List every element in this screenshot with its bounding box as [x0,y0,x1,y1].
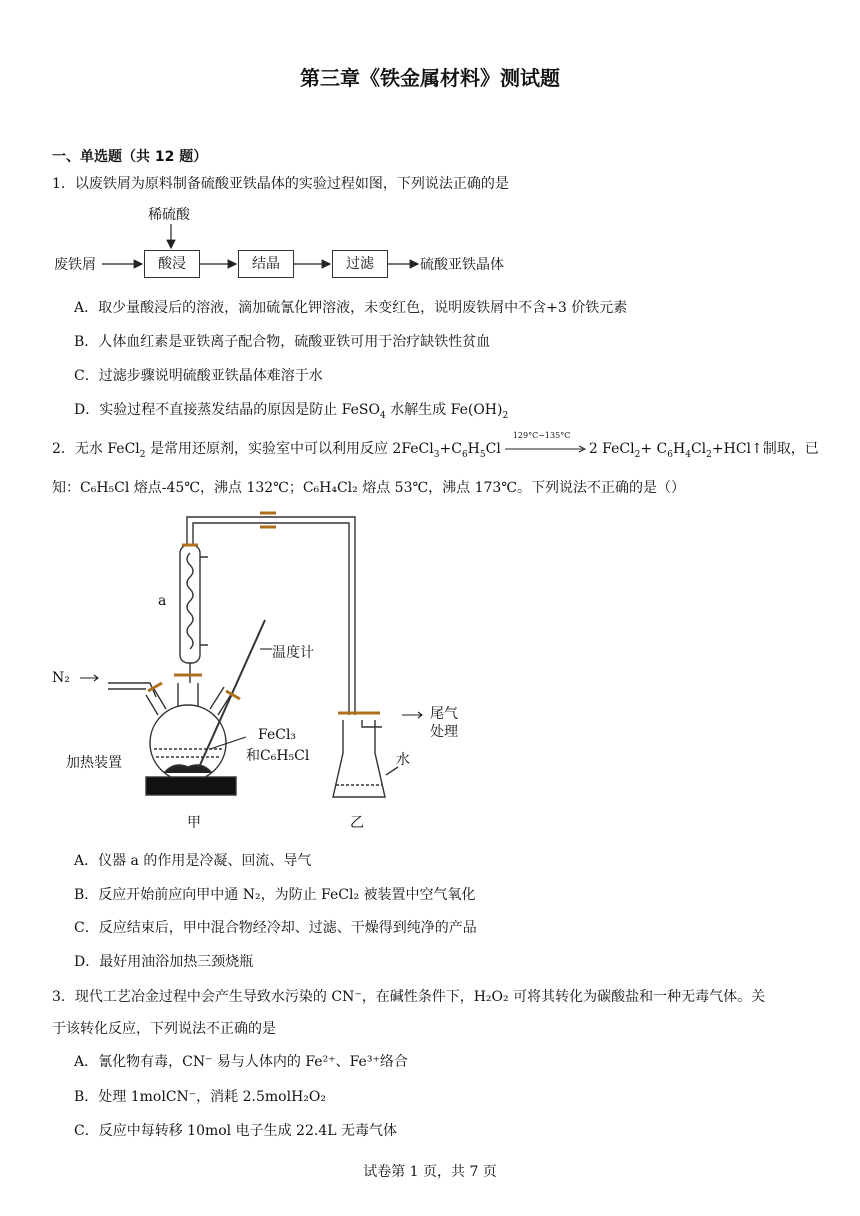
q3-option-b: B．处理 1molCN⁻，消耗 2.5molH₂O₂ [74,1089,326,1105]
q3-stem-line1: 3．现代工艺冶金过程中会产生导致水污染的 CN⁻，在碱性条件下，H₂O₂ 可将其转化为碳酸盐和一种无毒气体。关 [52,989,766,1005]
section-heading: 一、单选题（共 12 题） [52,149,208,165]
flow-arrows [52,200,532,280]
q3-option-a: A．氰化物有毒，CN⁻ 易与人体内的 Fe²⁺、Fe³⁺络合 [74,1054,408,1070]
q1-option-a: A．取少量酸浸后的溶液，滴加硫氰化钾溶液，未变红色，说明废铁屑中不含+3 价铁元素 [74,300,628,316]
label-c6h5cl: 和C₆H₅Cl [246,748,310,764]
flow-step-1: 酸浸 [144,250,200,278]
q1-option-d: D．实验过程不直接蒸发结晶的原因是防止 FeSO$_4$ 水解生成 $Fe(OH)_2$ [74,402,509,421]
apparatus-drawing [50,505,470,835]
q3-option-c: C．反应中每转移 10mol 电子生成 22.4L 无毒气体 [74,1123,397,1139]
flow-end: 硫酸亚铁晶体 [420,257,504,273]
flow-reagent: 稀硫酸 [148,207,190,223]
label-fecl3: FeCl₃ [258,727,297,743]
label-jia: 甲 [187,815,201,831]
flow-step-3: 过滤 [332,250,388,278]
label-heater: 加热装置 [66,755,122,771]
q2-option-d: D．最好用油浴加热三颈烧瓶 [74,954,254,970]
q1-option-b: B．人体血红素是亚铁离子配合物，硫酸亚铁可用于治疗缺铁性贫血 [74,334,491,350]
flow-start: 废铁屑 [54,257,96,273]
reaction-arrow: 129°C~135°C [503,439,587,453]
q1-option-c: C．过滤步骤说明硫酸亚铁晶体难溶于水 [74,368,323,384]
label-tail-gas-1: 尾气 [430,706,458,722]
q1-flow-diagram [52,200,532,280]
q2-apparatus-diagram [50,505,470,835]
label-a: a [158,593,167,609]
flow-step-2: 结晶 [238,250,294,278]
label-water: 水 [396,752,410,768]
page-title: 第三章《铁金属材料》测试题 [300,66,560,90]
q2-option-a: A．仪器 a 的作用是冷凝、回流、导气 [74,853,312,869]
q2-stem-line1: 2．无水 FeCl$_2$ 是常用还原剂，实验室中可以利用反应 $2FeCl_3+C_6H_5Cl$ 129°C~135°C 2 FeCl$_2$+ $C_6H_4Cl_2+HCl↑$制取，已 [52,431,819,460]
label-thermometer: 温度计 [272,645,314,661]
q2-stem-line2: 知：C₆H₅Cl 熔点-45℃，沸点 132℃；C₆H₄Cl₂ 熔点 53℃，沸点 173℃。下列说法不正确的是（） [52,480,685,496]
label-tail-gas-2: 处理 [430,724,458,740]
q1-stem: 1．以废铁屑为原料制备硫酸亚铁晶体的实验过程如图，下列说法正确的是 [52,176,509,192]
q3-stem-line2: 于该转化反应，下列说法不正确的是 [52,1021,276,1037]
page-footer: 试卷第 1 页，共 7 页 [363,1164,497,1180]
q2-option-b: B．反应开始前应向甲中通 N₂，为防止 FeCl₂ 被装置中空气氧化 [74,887,476,903]
q2-option-c: C．反应结束后，甲中混合物经冷却、过滤、干燥得到纯净的产品 [74,920,477,936]
label-n2: N₂ [52,670,70,686]
label-yi: 乙 [350,815,364,831]
